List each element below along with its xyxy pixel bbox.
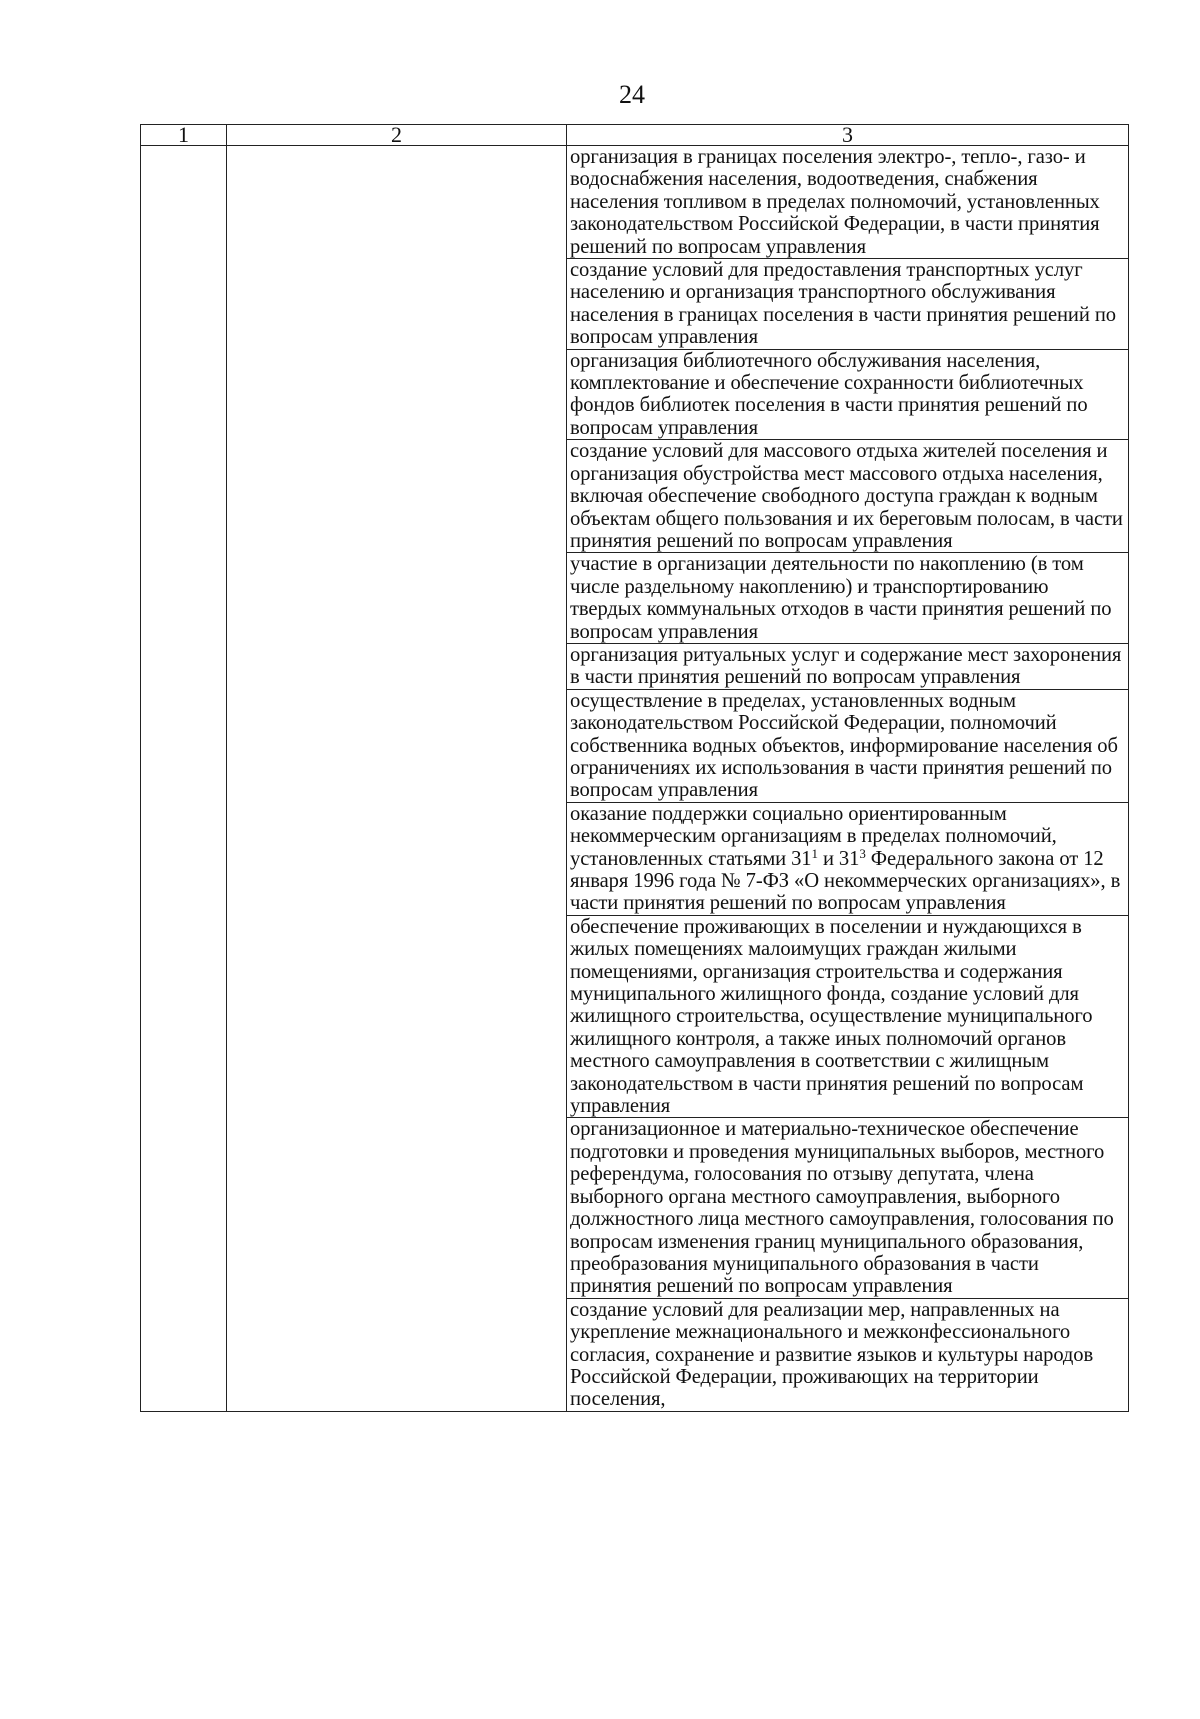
table-body-row [141, 146, 1129, 1412]
item-text: и 31 [817, 847, 860, 870]
list-item: организационное и материально-техническое обеспечение подготовки и проведения муниципальных выборов, местного референдума, голосования по отзыву депутата, члена выборного органа местного самоуправления, выборного должностного лица местного самоуправления, голосования по вопросам изменения границ муниципального образования, преобразования муниципального образования в части принятия решений по вопросам управления [567, 1118, 1128, 1298]
superscript: 3 [859, 845, 866, 861]
list-item: обеспечение проживающих в поселении и нуждающихся в жилых помещениях малоимущих граждан жилыми помещениями, организация строительства и содержания муниципального жилищного фонда, создание условий для жилищного строительства, осуществление муниципального жилищного контроля, а также иных полномочий органов местного самоуправления в соответствии с жилищным законодательством в части принятия решений по вопросам управления [567, 916, 1128, 1119]
list-item: организация ритуальных услуг и содержание мест захоронения в части принятия решений по вопросам управления [567, 644, 1128, 690]
list-item: участие в организации деятельности по накоплению (в том числе раздельному накоплению) и транспортированию твердых коммунальных отходов в части принятия решений по вопросам управления [567, 553, 1128, 644]
column-3-cell [567, 146, 1129, 1412]
table-header-row [141, 125, 1129, 146]
list-item: организация библиотечного обслуживания населения, комплектование и обеспечение сохранности библиотечных фондов библиотек поселения в части принятия решений по вопросам управления [567, 350, 1128, 441]
column-header-3: 3 [567, 125, 1129, 146]
column-header-2: 2 [227, 125, 567, 146]
column-2-cell [227, 146, 567, 1412]
column-header-1: 1 [141, 125, 227, 146]
item-text: оказание поддержки социально ориентированным некоммерческим организациям в пределах полномочий, установленных статьями 31 [570, 802, 1057, 870]
list-item: создание условий для массового отдыха жителей поселения и организация обустройства мест массового отдыха населения, включая обеспечение свободного доступа граждан к водным объектам общего пользования и их береговым полосам, в части принятия решений по вопросам управления [567, 440, 1128, 553]
list-item [567, 803, 1128, 916]
list-item: создание условий для реализации мер, направленных на укрепление межнационального и межконфессионального согласия, сохранение и развитие языков и культуры народов Российской Федерации, проживающих на территории поселения, [570, 1298, 1094, 1411]
page-number: 24 [619, 80, 645, 109]
superscript: 1 [811, 845, 818, 861]
list-item: создание условий для предоставления транспортных услуг населению и организация транспортного обслуживания населения в границах поселения в части принятия решений по вопросам управления [567, 259, 1128, 350]
powers-table [140, 124, 1129, 1412]
list-item: осуществление в пределах, установленных водным законодательством Российской Федерации, полномочий собственника водных объектов, информирование населения об ограничениях их использования в части принятия решений по вопросам управления [567, 690, 1128, 803]
item-text: Федерального закона от 12 января 1996 года № 7-ФЗ «О некоммерческих организациях», в части принятия решений по вопросам управления [570, 847, 1121, 915]
list-item: организация в границах поселения электро-, тепло-, газо- и водоснабжения населения, водоотведения, снабжения населения топливом в пределах полномочий, установленных законодательством Российской Федерации, в части принятия решений по вопросам управления [567, 146, 1128, 259]
column-1-cell [141, 146, 227, 1412]
